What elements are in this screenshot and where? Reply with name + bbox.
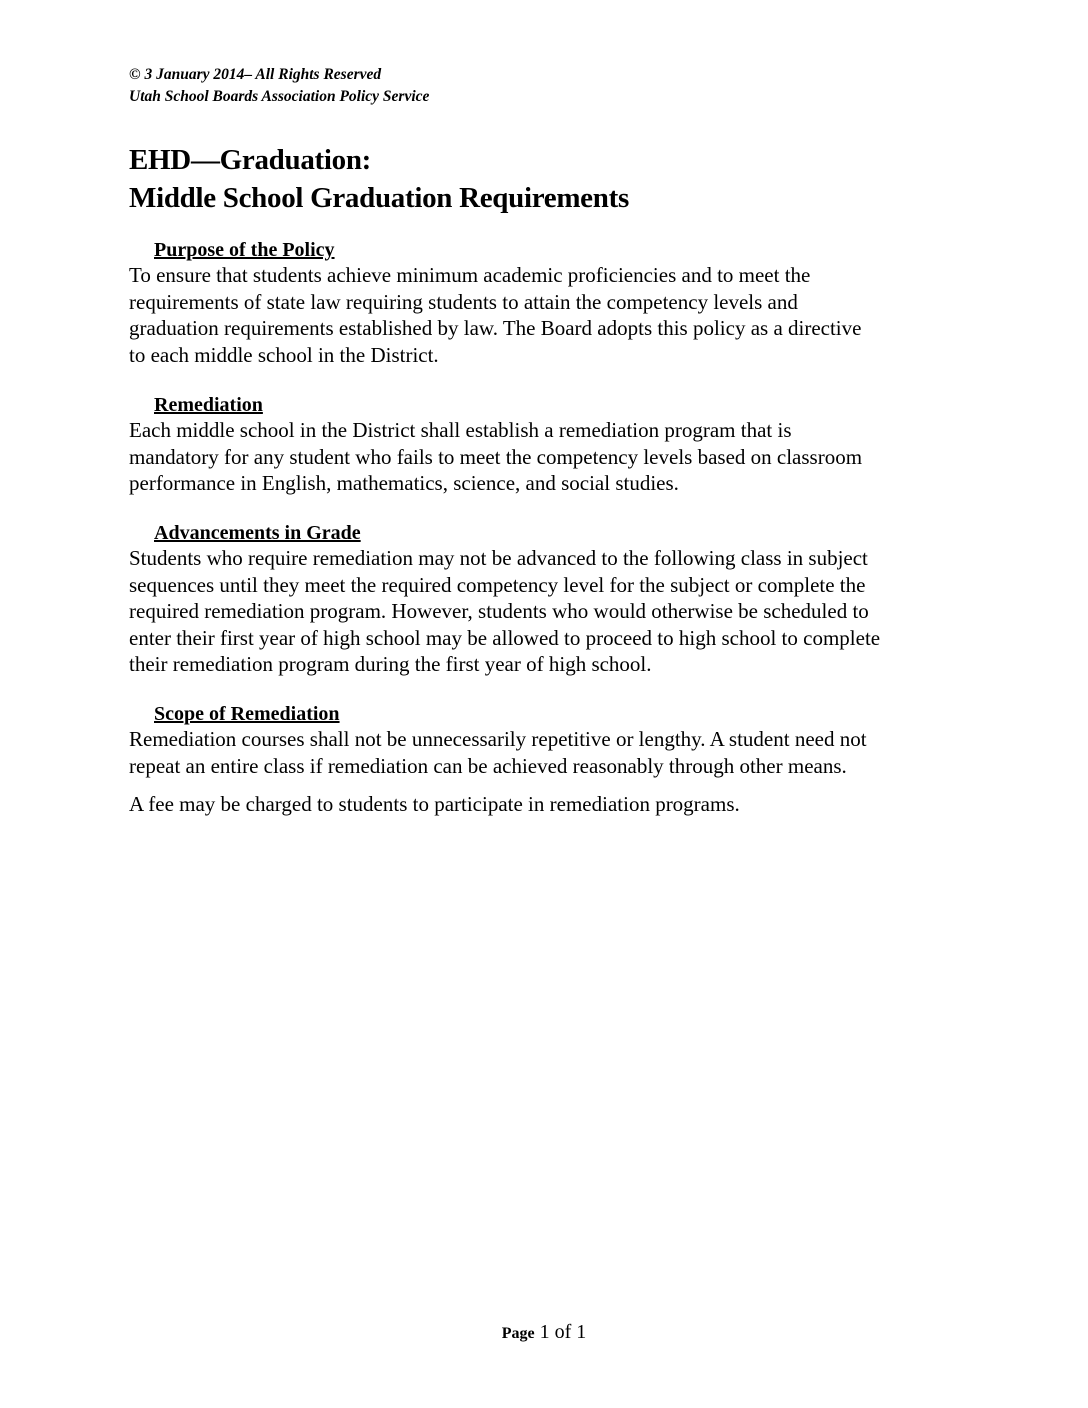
section-advancements [129, 521, 969, 678]
policy-code-title: EHD—Graduation: [129, 144, 372, 176]
policy-title [129, 141, 629, 217]
section-purpose [129, 238, 969, 368]
section-body [129, 545, 969, 678]
body-line: Students who require remediation may not be advanced to the following class in subject [129, 546, 868, 570]
page-label: Page [501, 1325, 535, 1342]
body-line: performance in English, mathematics, science, and social studies. [129, 471, 679, 495]
section-scope [129, 702, 969, 779]
body-line: To ensure that students achieve minimum academic proficiencies and to meet the [129, 263, 811, 287]
body-line: sequences until they meet the required competency level for the subject or complete the [129, 572, 866, 597]
page-footer [0, 1320, 1088, 1346]
copyright-line: © 3 January 2014– All Rights Reserved [129, 66, 382, 83]
section-body [129, 262, 969, 368]
section-heading: Scope of Remediation [154, 703, 340, 725]
copyright-header [129, 64, 429, 108]
body-line: mandatory for any student who fails to meet the competency levels based on classroom [129, 444, 863, 469]
section-remediation [129, 393, 969, 497]
section-body [129, 726, 969, 779]
body-line: to each middle school in the District. [129, 342, 439, 367]
body-line: requirements of state law requiring students to attain the competency levels and [129, 289, 798, 314]
section-heading: Remediation [154, 394, 263, 416]
body-line: required remediation program. However, students who would otherwise be scheduled to [129, 599, 869, 623]
fee-paragraph: A fee may be charged to students to participate in remediation programs. [129, 792, 740, 816]
body-line: Remediation courses shall not be unnecessarily repetitive or lengthy. A student need not [129, 727, 867, 751]
page-number: 1 [539, 1321, 550, 1343]
section-heading: Purpose of the Policy [154, 239, 335, 261]
body-line: Each middle school in the District shall establish a remediation program that is [129, 418, 792, 442]
publisher-line: Utah School Boards Association Policy Service [129, 88, 430, 105]
body-line: their remediation program during the first year of high school. [129, 652, 652, 676]
body-line: graduation requirements established by law. The Board adopts this policy as a directive [129, 316, 862, 340]
section-body [129, 417, 969, 497]
section-heading: Advancements in Grade [154, 522, 361, 544]
body-line: enter their first year of high school may be allowed to proceed to high school to complete [129, 625, 881, 650]
page-of-label: of [554, 1321, 572, 1343]
body-line: repeat an entire class if remediation can be achieved reasonably through other means. [129, 753, 847, 778]
page-total: 1 [576, 1321, 587, 1343]
policy-subtitle: Middle School Graduation Requirements [129, 182, 629, 214]
